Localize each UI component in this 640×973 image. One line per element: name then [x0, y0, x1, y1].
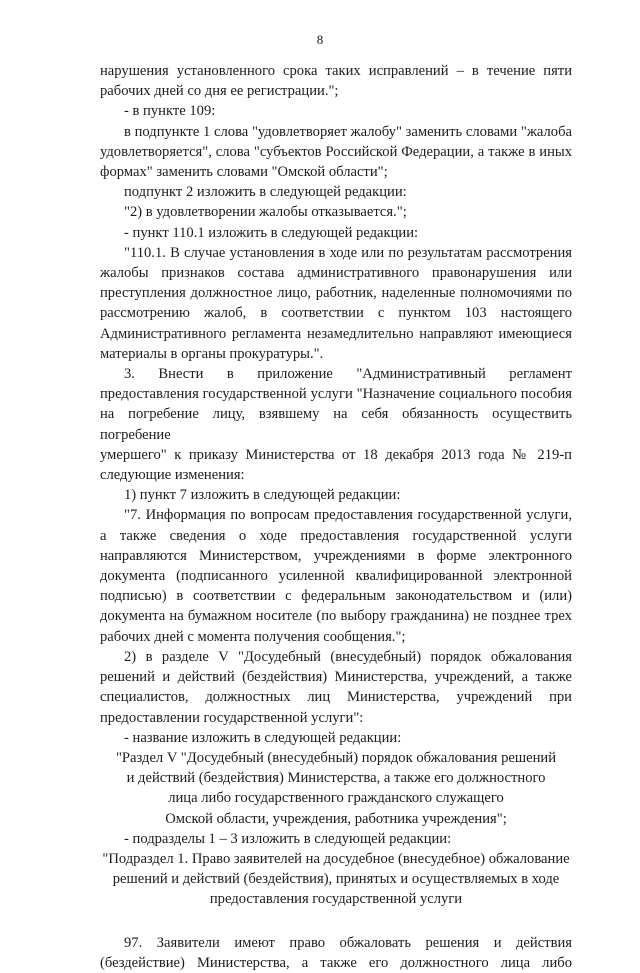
text-line: предоставления государственной услуги — [209, 891, 463, 908]
text-line: а также сведения о ходе предоставления государственной услуги — [100, 527, 572, 544]
text-line: следующие изменения: — [100, 467, 245, 484]
text-line: лица либо государственного гражданского служащего — [168, 790, 504, 807]
text-line: 1) пункт 7 изложить в следующей редакции: — [124, 487, 401, 504]
text-line: на погребение лицу, взявшему на себя обязанность осуществить погребение — [100, 406, 572, 443]
text-line: рабочих дней со дня ее регистрации."; — [100, 83, 339, 100]
text-line: предоставлении государственной услуги": — [100, 709, 364, 726]
text-line: рассмотрению жалоб, в соответствии с пунктом 103 настоящего — [100, 305, 572, 322]
text-line: 2) в разделе V "Досудебный (внесудебный) порядок обжалования — [124, 648, 572, 665]
text-line: преступления должностное лицо, работник, наделенные полномочиями по — [100, 285, 572, 302]
text-line: - пункт 110.1 изложить в следующей редакции: — [124, 224, 419, 241]
text-line: решений и действий (бездействия), принятых и осуществляемых в ходе — [112, 871, 560, 888]
text-line: в подпункте 1 слова "удовлетворяет жалобу" заменить словами "жалоба — [124, 123, 572, 140]
text-line: предоставления государственной услуги "Назначение социального пособия — [100, 386, 572, 403]
text-line: "Подраздел 1. Право заявителей на досудебное (внесудебное) обжалование — [102, 850, 570, 867]
text-line: подпункт 2 изложить в следующей редакции: — [124, 184, 407, 201]
text-line: удовлетворяется", слова "субъектов Российской Федерации, а также в иных — [100, 143, 572, 160]
text-line: умершего" к приказу Министерства от 18 декабря 2013 года № 219-п — [100, 446, 572, 463]
text-line: (бездействие) Министерства, а также его должностного лица либо — [100, 954, 572, 971]
text-line: документа на бумажном носителе (по выбору гражданина) не позднее трех — [100, 608, 572, 625]
text-line: и действий (бездействия) Министерства, а также его должностного — [126, 770, 546, 787]
text-line: "2) в удовлетворении жалобы отказывается."; — [124, 204, 407, 221]
text-line: 97. Заявители имеют право обжаловать решения и действия — [124, 934, 572, 951]
text-line: "110.1. В случае установления в ходе или по результатам рассмотрения — [124, 244, 572, 261]
text-line: решений и действий (бездействия) Министерства, учреждений, а также — [100, 669, 572, 686]
page-number: 8 — [316, 32, 324, 47]
text-line: "Раздел V "Досудебный (внесудебный) порядок обжалования решений — [115, 749, 557, 766]
text-line: - название изложить в следующей редакции: — [124, 729, 402, 746]
text-line: - подразделы 1 – 3 изложить в следующей редакции: — [124, 830, 452, 847]
text-line: - в пункте 109: — [124, 103, 216, 120]
text-line: нарушения установленного срока таких исправлений – в течение пяти — [100, 63, 572, 79]
text-line: специалистов, должностных лиц Министерства, учреждений при — [100, 689, 572, 706]
text-line: материалы в органы прокуратуры.". — [100, 345, 324, 362]
text-line: направляются Министерством, учреждениями в форме электронного — [100, 547, 572, 564]
text-line: рабочих дней с момента получения сообщения."; — [100, 628, 406, 645]
text-line: формах" заменить словами "Омской области"; — [100, 164, 388, 181]
text-line: документа (подписанного усиленной квалифицированной электронной — [100, 568, 572, 585]
text-line: "7. Информация по вопросам предоставления государственной услуги, — [124, 507, 572, 524]
document-body — [100, 61, 572, 973]
text-line: жалобы признаков состава административного правонарушения или — [100, 265, 572, 282]
blank-line — [100, 910, 572, 933]
text-line: Административного регламента незамедлительно направляют имеющиеся — [100, 325, 572, 342]
text-line: подписью) в соответствии с федеральным законодательством и (или) — [100, 588, 572, 605]
text-line: Омской области, учреждения, работника учреждения"; — [165, 810, 507, 827]
text-line: 3. Внести в приложение "Административный регламент — [124, 366, 572, 383]
